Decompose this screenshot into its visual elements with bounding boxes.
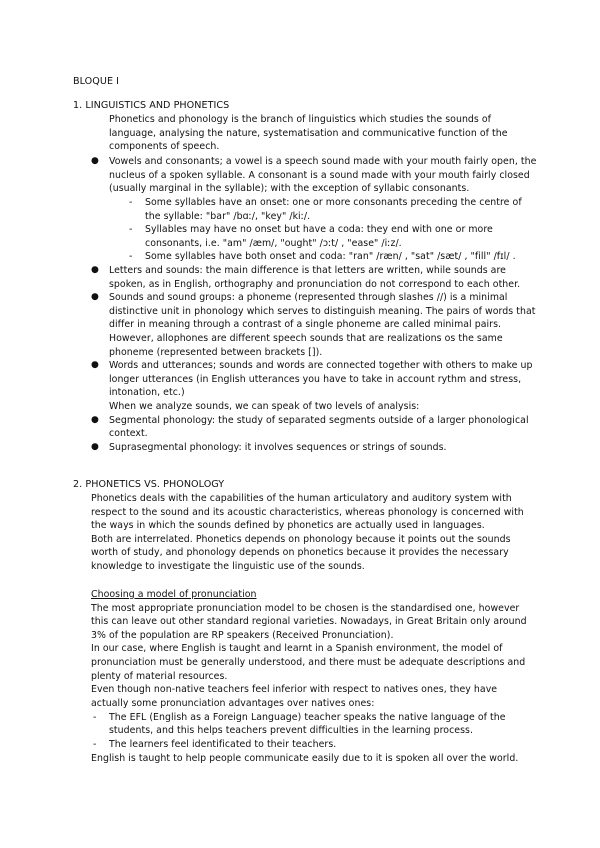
intro-line: components of speech. — [109, 141, 220, 153]
para1-line: knowledge to investigate the linguistic use of the sounds. — [91, 561, 365, 572]
bullet-icon: ● — [91, 442, 99, 452]
dash-icon: - — [93, 738, 97, 750]
dash-icon: - — [129, 224, 133, 236]
para2-line: Even though non-native teachers feel inferior with respect to natives ones, they have — [91, 684, 498, 696]
bullet-icon: ● — [91, 292, 99, 303]
para2-line: The most appropriate pronunciation model to be chosen is the standardised one, however — [91, 602, 520, 614]
closing-line: English is taught to help people communicate easily due to it is spoken all over the world. — [91, 752, 519, 764]
suprasegmental-line: Suprasegmental phonology: it involves sequences or strings of sounds. — [109, 442, 447, 453]
onset-line: the syllable: "bar" /bɑː/, "key" /kiː/. — [145, 210, 311, 222]
para2-line: In our case, where English is taught and learnt in a Spanish environment, the model of — [91, 643, 503, 655]
vowels-line: nucleus of a spoken syllable. A consonant is a sound made with your mouth fairly closed — [109, 169, 530, 181]
sounds-line: distinctive unit in phonology which serves to distinguish meaning. The pairs of words that — [109, 305, 536, 317]
para2-line: 3% of the population are RP speakers (Received Pronunciation). — [91, 629, 394, 641]
para1-line: Phonetics deals with the capabilities of the human articulatory and auditory system with — [91, 493, 512, 504]
dash-icon: - — [93, 711, 97, 723]
para1-line: Both are interrelated. Phonetics depends on phonology because it points out the sounds — [91, 533, 511, 545]
para2-line: pronunciation must be generally understood, and there must be adequate descriptions and — [91, 656, 526, 668]
para1-line: worth of study, and phonology depends on phonetics because it provides the necessary — [91, 547, 509, 559]
subheading-pronunciation-model: Choosing a model of pronunciation — [91, 588, 257, 600]
segmental-line: Segmental phonology: the study of separated segments outside of a larger phonological — [109, 414, 529, 426]
sounds-line: However, allophones are different speech sounds that are realizations os the same — [109, 333, 503, 344]
para2-line: this can leave out other standard regional varieties. Nowadays, in Great Britain only around — [91, 616, 527, 628]
bullet-icon: ● — [91, 414, 99, 425]
both-line: Some syllables have both onset and coda: "ran" /ræn/ , "sat" /sæt/ , "fill" /fɪl/ . — [145, 251, 516, 263]
intro-line: Phonetics and phonology is the branch of linguistics which studies the sounds of — [109, 114, 492, 125]
para2-line: plenty of material resources. — [91, 670, 228, 682]
efl-line: The EFL (English as a Foreign Language) teacher speaks the native language of the — [109, 711, 506, 723]
words-line: Words and utterances; sounds and words are connected together with others to make up — [109, 360, 533, 372]
para1-line: the ways in which the sounds defined by phonetics are actually used in languages. — [91, 520, 485, 532]
sounds-line: Sounds and sound groups: a phoneme (represented through slashes //) is a minimal — [109, 292, 508, 304]
bullet-icon: ● — [91, 265, 99, 275]
words-line: intonation, etc.) — [109, 387, 185, 399]
letters-line: spoken, as in English, orthography and pronunciation do not correspond to each other. — [109, 278, 521, 290]
sounds-line: differ in meaning through a contrast of a single phoneme are called minimal pairs. — [109, 319, 502, 331]
coda-line: consonants, i.e. "am" /æm/, "ought" /ɔːt/ , "ease" /iːz/. — [145, 237, 402, 249]
vowels-line: (usually marginal in the syllable); with the exception of syllabic consonants. — [109, 183, 470, 195]
coda-line: Syllables may have no onset but have a coda: they end with one or more — [145, 224, 493, 236]
vowels-line: Vowels and consonants; a vowel is a speech sound made with your mouth fairly open, the — [109, 156, 537, 167]
onset-line: Some syllables have an onset: one or more consonants preceding the centre of — [145, 197, 522, 208]
sounds-line: phoneme (represented between brackets []). — [109, 346, 323, 358]
section-1-heading: 1. LINGUISTICS AND PHONETICS — [73, 100, 230, 111]
para2-line: actually some pronunciation advantages over natives ones: — [91, 697, 375, 709]
bullet-icon: ● — [91, 156, 99, 166]
para1-line: respect to the sound and its acoustic characteristics, whereas phonology is concerned with — [91, 506, 524, 518]
learners-line: The learners feel identificated to their teachers. — [109, 738, 337, 750]
bullet-icon: ● — [91, 360, 99, 371]
words-line: When we analyze sounds, we can speak of two levels of analysis: — [109, 401, 420, 412]
words-line: longer utterances (in English utterances you have to take in account rythm and stress, — [109, 373, 522, 385]
intro-line: language, analysing the nature, systematisation and communicative function of the — [109, 127, 508, 139]
dash-icon: - — [129, 197, 133, 208]
document-title: BLOQUE I — [73, 76, 120, 87]
efl-line: students, and this helps teachers prevent difficulties in the learning process. — [109, 725, 474, 737]
section-2-heading: 2. PHONETICS VS. PHONOLOGY — [73, 479, 225, 490]
letters-line: Letters and sounds: the main difference is that letters are written, while sounds are — [109, 265, 506, 276]
segmental-line: context. — [109, 428, 148, 440]
dash-icon: - — [129, 251, 133, 263]
